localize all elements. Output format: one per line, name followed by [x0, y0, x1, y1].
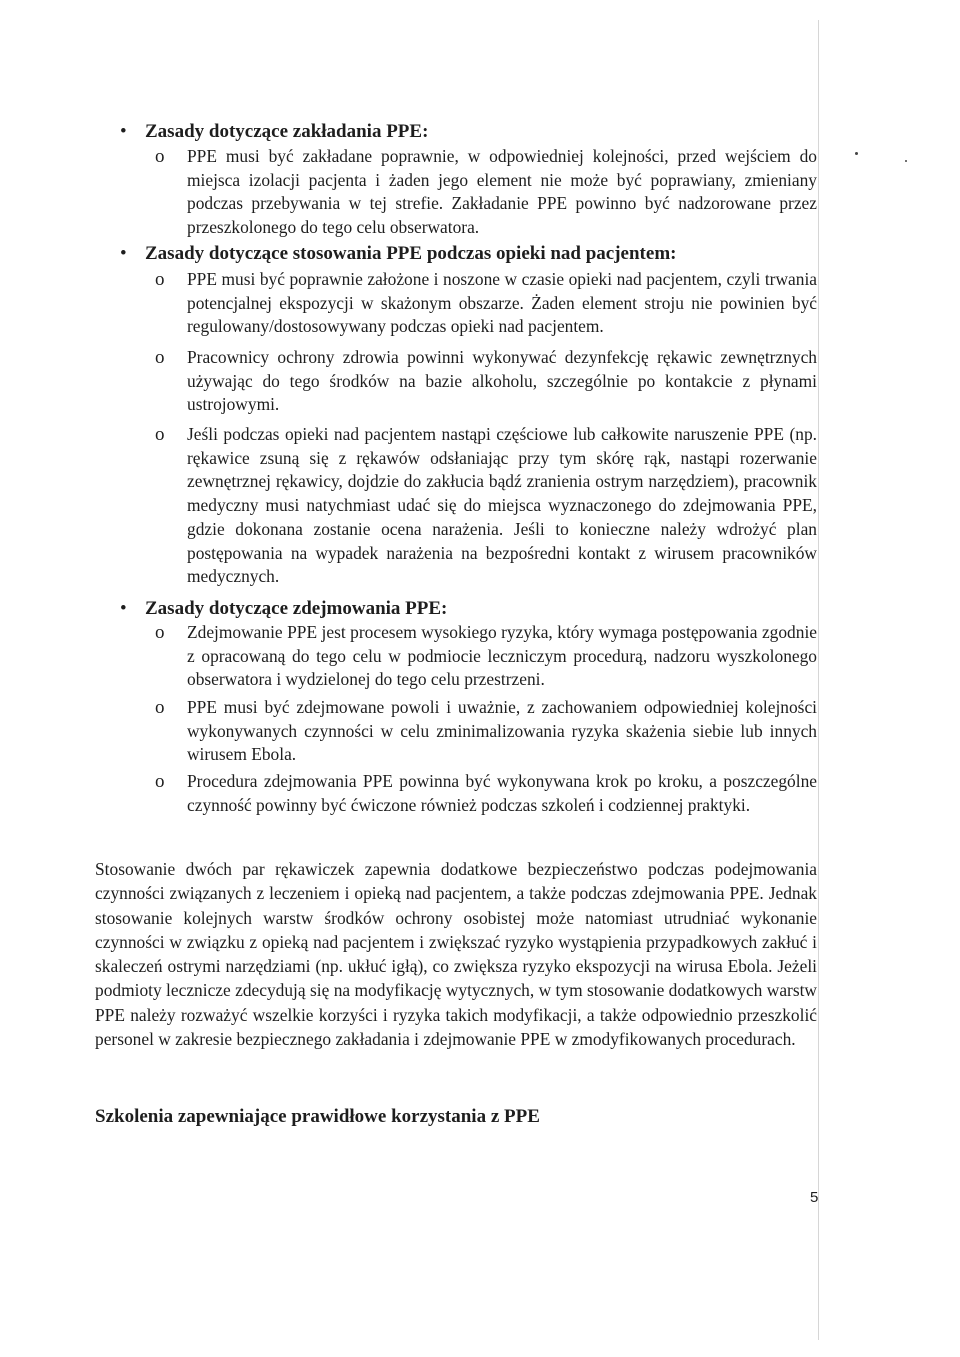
- heading-ppe-during-care: Zasady dotyczące stosowania PPE podczas opieki nad pacjentem:: [145, 243, 677, 264]
- bullet: •: [120, 243, 127, 264]
- bullet: •: [120, 598, 127, 619]
- list-marker: o: [155, 347, 165, 368]
- list-item: PPE musi być poprawnie założone i noszone w czasie opieki nad pacjentem, czyli trwania potencjalnej ekspozycji w skażonym obszarze. Żaden element stroju nie powinien być regulowany/dostosowywany podczas opieki nad pacjentem.: [187, 269, 817, 337]
- list-item: PPE musi być zdejmowane powoli i uważnie, z zachowaniem odpowiedniej kolejności wykonywanych czynności w celu zminimalizowania ryzyka skażenia siebie lub innych wirusem Ebola.: [187, 697, 817, 765]
- list-marker: o: [155, 771, 165, 792]
- section-heading-training: Szkolenia zapewniające prawidłowe korzystania z PPE: [95, 1106, 540, 1127]
- heading-taking-off-ppe: Zasady dotyczące zdejmowania PPE:: [145, 598, 448, 619]
- list-marker: o: [155, 424, 165, 445]
- list-marker: o: [155, 146, 165, 167]
- list-item: Pracownicy ochrony zdrowia powinni wykonywać dezynfekcję rękawic zewnętrznych używając do tego środków na bazie alkoholu, szczególnie po kontakcie z płynami ustrojowymi.: [187, 347, 817, 415]
- heading-putting-on-ppe: Zasady dotyczące zakładania PPE:: [145, 121, 429, 142]
- list-item: Jeśli podczas opieki nad pacjentem nastąpi częściowe lub całkowite naruszenie PPE (np. rękawice zsuną się z rękawów odsłaniając przy tym skórę rąk, nastąpi rozerwanie zewnętrznej rękawicy, dojdzie do zakłucia bądź zranienia ostrym narzędziem), pracownik medyczny musi natychmiast udać się do miejsca wyznaczonego do zdejmowania PPE, gdzie dokonana zostanie ocena narażenia. Jeśli to konieczne należy wdrożyć plan postępowania na wypadek narażenia na bezpośredni kontakt z wirusem pracowników medycznych.: [187, 424, 817, 587]
- list-item: Procedura zdejmowania PPE powinna być wykonywana krok po kroku, a poszczególne czynność powinny być ćwiczone również podczas szkoleń i codziennej praktyki.: [187, 771, 817, 815]
- list-item: Zdejmowanie PPE jest procesem wysokiego ryzyka, który wymaga postępowania zgodnie z opracowaną do tego celu w podmiocie leczniczym procedurą, nadzoru wyszkolonego obserwatora i wydzielonej do tego celu przestrzeni.: [187, 622, 817, 690]
- list-marker: o: [155, 622, 165, 643]
- bullet: •: [120, 121, 127, 142]
- scan-speck: [855, 152, 858, 155]
- page-number: 5: [810, 1189, 819, 1206]
- scan-edge-line: [818, 20, 819, 1340]
- list-marker: o: [155, 697, 165, 718]
- paragraph-double-gloves: Stosowanie dwóch par rękawiczek zapewnia dodatkowe bezpieczeństwo podczas podejmowania czynności związanych z leczeniem i opieką nad pacjentem, a także podczas zdejmowania PPE. Jednak stosowanie kolejnych warstw środków ochrony osobistej może natomiast utrudniać wykonanie czynności w związku z opieką nad pacjentem i zwiększać ryzyko wystąpienia przypadkowych zakłuć i skaleczeń ostrymi narzędziami (np. ukłuć igłą), co zwiększa ryzyko ekspozycji na wirusa Ebola. Jeżeli podmioty lecznicze zdecydują się na modyfikację wytycznych, w tym stosowanie dodatkowych warstw PPE należy rozważyć wszelkie korzyści i ryzyka takich modyfikacji, a także odpowiednio przeszkolić personel w zakresie bezpiecznego zakładania i zdejmowanie PPE w zmodyfikowanych procedurach.: [95, 859, 817, 1050]
- scan-speck: [905, 160, 907, 162]
- list-marker: o: [155, 269, 165, 290]
- list-item: PPE musi być zakładane poprawnie, w odpowiedniej kolejności, przed wejściem do miejsca izolacji pacjenta i żaden jego element nie może być poprawiany, zmieniany podczas przebywania w tej strefie. Zakładanie PPE powinno być nadzorowane przez przeszkolonego do tego celu obserwatora.: [187, 146, 817, 238]
